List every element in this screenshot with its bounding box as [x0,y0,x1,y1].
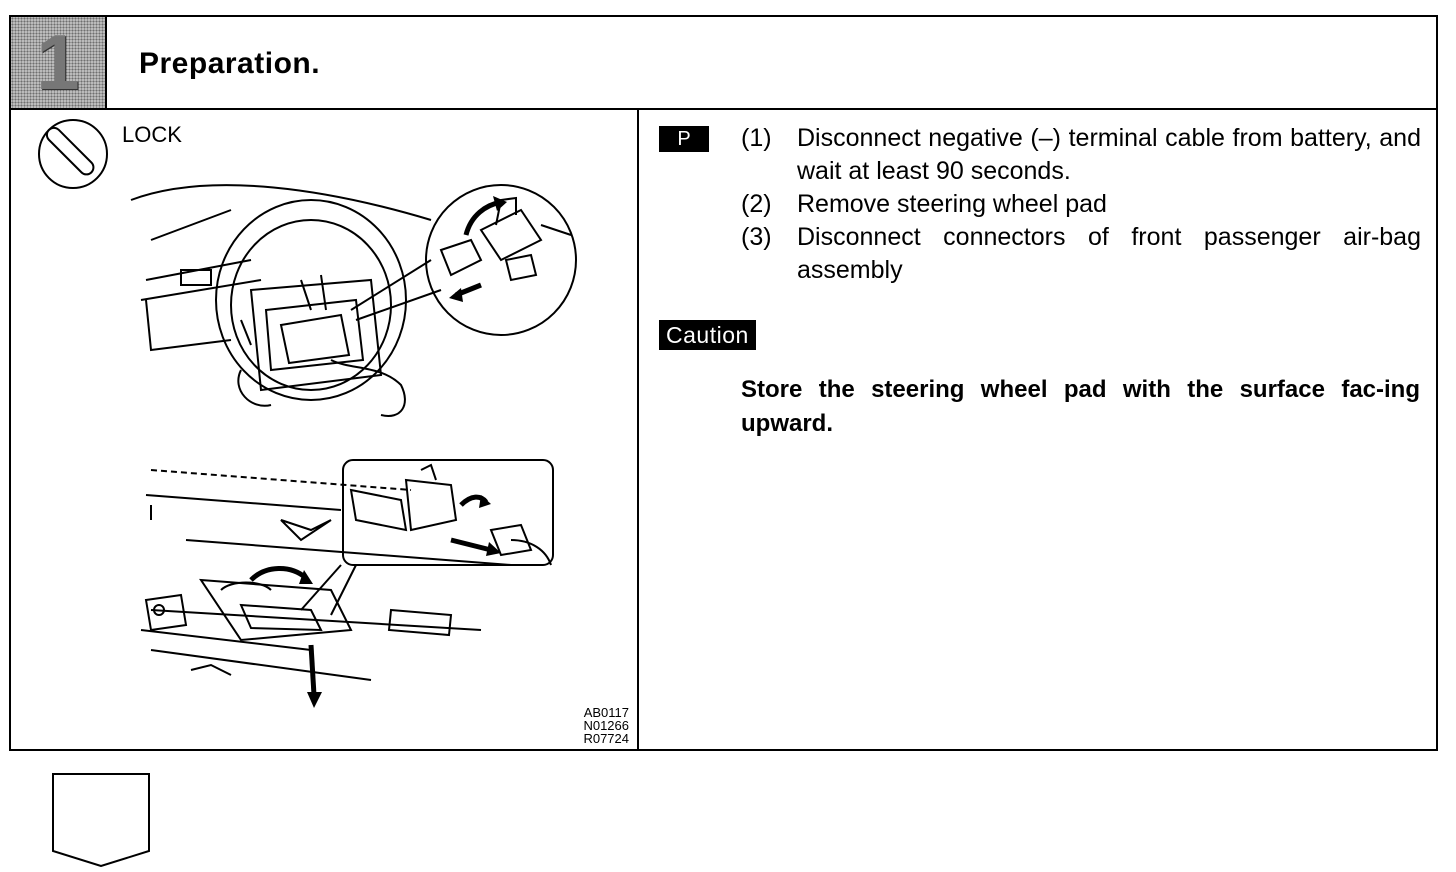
figure-code: N01266 [583,718,629,733]
procedure-badge: P [659,126,709,152]
step-index: (2) [741,190,772,218]
procedure-header [11,17,1436,110]
procedure-frame [9,15,1438,751]
figure-codes [583,706,629,745]
caution-text: Store the steering wheel pad with the surface fac-ing upward. [741,376,1420,437]
figure-code: R07724 [583,731,629,746]
step-item [741,122,1421,188]
step-number-box [11,17,107,108]
instructions-panel [639,110,1436,751]
step-index: (3) [741,223,772,251]
ignition-lock-icon [39,120,107,188]
step-list [741,122,1421,287]
step-number: 1 [36,18,80,106]
step-item [741,188,1421,221]
step-text: Remove steering wheel pad [797,190,1107,218]
step-text: Disconnect negative (–) terminal cable from battery, and wait at least 90 seconds. [797,124,1421,185]
lock-label: LOCK [122,122,182,147]
step-item [741,221,1421,287]
page-title: Preparation. [139,47,321,80]
illustration-panel [11,110,639,751]
step-index: (1) [741,124,772,152]
step-text: Disconnect connectors of front passenger air-bag assembly [797,223,1421,284]
section-tab-icon [52,773,150,867]
caution-badge: Caution [659,320,756,350]
figure-code: AB0117 [583,705,629,720]
airbag-illustration [11,110,637,751]
